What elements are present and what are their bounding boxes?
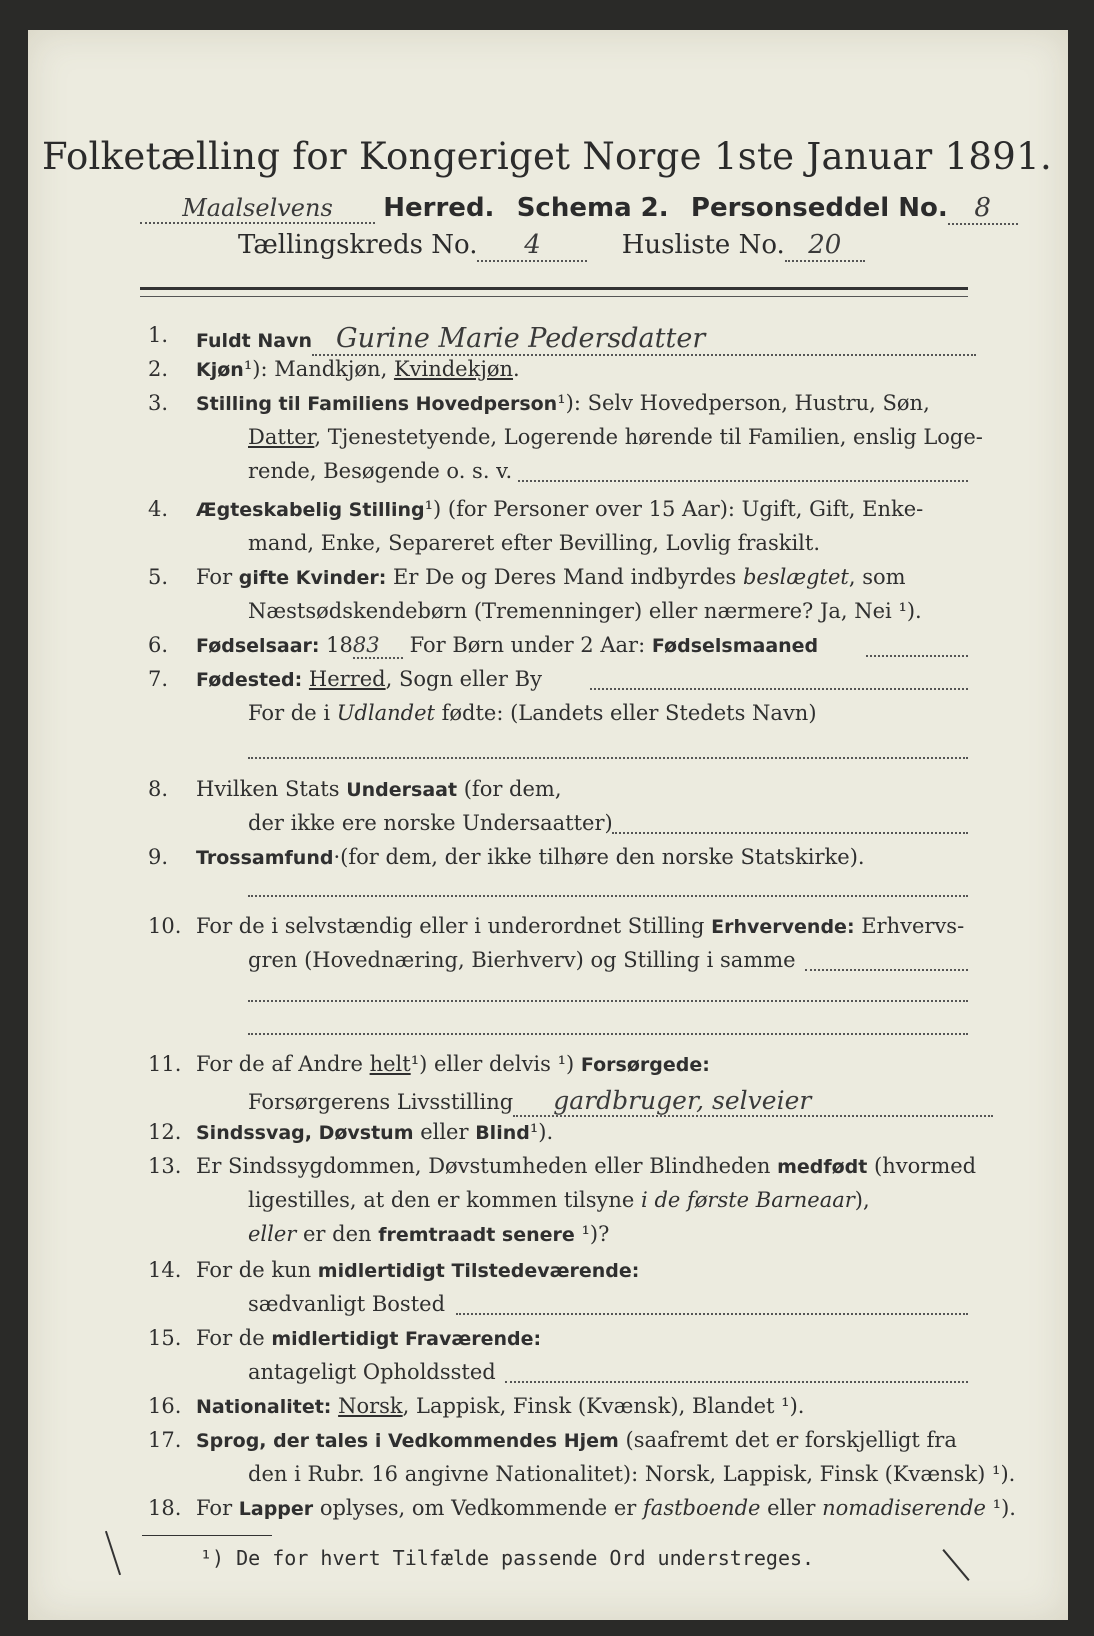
item-4-line2: mand, Enke, Separeret efter Bevilling, Lovlig fraskilt.	[248, 531, 821, 555]
item-5-end: , som	[848, 565, 906, 589]
item-11-line2-text: Forsørgerens Livsstilling	[248, 1090, 514, 1114]
item-9	[196, 845, 865, 869]
item-6-mid: For Børn under 2 Aar:	[402, 633, 652, 657]
header-rule-thin	[140, 296, 968, 297]
herred-label: Herred.	[383, 193, 495, 223]
item-7-number: 7.	[148, 667, 169, 691]
dotted-fill-line	[248, 1033, 968, 1035]
item-3-number: 3.	[148, 391, 169, 415]
item-10-label: Erhvervende:	[711, 916, 855, 938]
item-7-text: , Sogn eller By	[385, 667, 542, 691]
item-13-text: (hvormed	[867, 1154, 977, 1178]
kreds-value: 4	[477, 230, 587, 262]
item-8	[196, 777, 562, 801]
item-13-line3-end: ¹)?	[574, 1222, 610, 1246]
item-7-underlined: Herred	[308, 667, 386, 691]
item-15-pre: For de	[196, 1326, 272, 1350]
item-1	[196, 323, 976, 356]
item-14-pre: For de kun	[196, 1258, 318, 1282]
item-12	[196, 1120, 553, 1144]
item-16-text: , Lappisk, Finsk (Kvænsk), Blandet ¹).	[402, 1394, 805, 1418]
item-13	[196, 1154, 976, 1178]
item-9-label: Trossamfund	[196, 847, 334, 869]
item-12-text: eller	[413, 1120, 476, 1144]
item-18-number: 18.	[148, 1496, 182, 1520]
item-18-pre: For	[196, 1496, 239, 1520]
header-rule	[140, 287, 968, 290]
item-11-line2	[248, 1086, 993, 1117]
dotted-fill-line	[456, 1313, 968, 1315]
item-13-line2-pre: ligestilles, at den er kommen tilsyne	[248, 1188, 642, 1212]
item-16-underlined: Norsk	[338, 1394, 403, 1418]
item-6-number: 6.	[148, 633, 169, 657]
husliste-label: Husliste No.	[621, 230, 785, 260]
item-13-line2	[248, 1188, 870, 1212]
item-15	[196, 1326, 541, 1350]
item-18-mid: eller	[760, 1496, 823, 1520]
item-8-text: (for dem,	[457, 777, 562, 801]
item-12-number: 12.	[148, 1120, 182, 1144]
item-17	[196, 1428, 957, 1452]
item-12-end: ¹).	[529, 1120, 554, 1144]
item-16-label: Nationalitet:	[196, 1396, 332, 1418]
husliste-value: 20	[785, 230, 865, 262]
item-4-text: ¹) (for Personer over 15 Aar): Ugift, Gift, Enke-	[424, 497, 924, 521]
item-10	[196, 914, 964, 938]
item-6	[196, 633, 818, 659]
item-2	[196, 357, 520, 381]
item-2-label: Kjøn	[196, 359, 244, 381]
herred-line	[140, 193, 1018, 225]
item-13-line3-italic: eller	[248, 1222, 297, 1246]
item-7-italic: Udlandet	[336, 701, 435, 725]
item-10-number: 10.	[148, 914, 182, 938]
item-2-number: 2.	[148, 357, 169, 381]
item-18	[196, 1496, 1016, 1520]
item-12-label: Sindssvag, Døvstum	[196, 1122, 414, 1144]
item-3-underlined: Datter	[248, 425, 315, 449]
item-1-number: 1.	[148, 323, 169, 347]
item-9-number: 9.	[148, 845, 169, 869]
item-14-label: midlertidigt Tilstedeværende:	[317, 1260, 640, 1282]
dotted-fill-line	[590, 688, 968, 690]
item-18-end: ¹).	[985, 1496, 1016, 1520]
item-6-text: 18	[319, 633, 353, 657]
item-13-line2-end: ),	[854, 1188, 870, 1212]
item-4	[196, 497, 923, 521]
item-7-line2	[248, 701, 817, 725]
provider-occupation-value: gardbruger, selveier	[513, 1086, 993, 1117]
item-2-underlined: Kvindekjøn	[393, 357, 514, 381]
kreds-label: Tællingskreds No.	[238, 230, 478, 260]
item-18-italic2: nomadiserende	[822, 1496, 986, 1520]
dotted-fill-line	[248, 1000, 968, 1002]
dotted-fill-line	[612, 832, 968, 834]
birth-year-value: 83	[353, 633, 403, 659]
dotted-fill-line	[505, 1381, 968, 1383]
item-12-label2: Blind	[475, 1122, 530, 1144]
item-6-label: Fødselsaar:	[196, 635, 320, 657]
item-11-pre: For de af Andre	[196, 1052, 370, 1076]
item-13-line3	[248, 1222, 609, 1246]
item-5	[196, 565, 906, 589]
item-18-italic: fastboende	[643, 1496, 761, 1520]
item-14-number: 14.	[148, 1258, 182, 1282]
item-17-line2: den i Rubr. 16 angivne Nationalitet): Norsk, Lappisk, Finsk (Kvænsk) ¹).	[248, 1462, 1016, 1486]
item-7-line2-pre: For de i	[248, 701, 337, 725]
item-3	[196, 391, 930, 415]
item-4-label: Ægteskabelig Stilling	[196, 499, 425, 521]
dotted-fill-line	[518, 480, 968, 482]
item-10-line2: gren (Hovednæring, Bierhverv) og Stilling i samme	[248, 948, 796, 972]
item-13-label: medfødt	[777, 1156, 868, 1178]
item-13-pre: Er Sindssygdommen, Døvstumheden eller Blindheden	[196, 1154, 778, 1178]
item-5-label: gifte Kvinder:	[238, 567, 387, 589]
item-11-underlined: helt	[369, 1052, 411, 1076]
item-5-italic: beslægtet	[742, 565, 849, 589]
item-8-line2: der ikke ere norske Undersaatter)	[248, 811, 613, 835]
herred-value: Maalselvens	[140, 194, 375, 224]
item-17-number: 17.	[148, 1428, 182, 1452]
item-13-line3-bold: fremtraadt senere	[378, 1224, 575, 1246]
item-3-line2-text: , Tjenestetyende, Logerende hørende til Familien, enslig Loge-	[314, 425, 983, 449]
dotted-fill-line	[248, 757, 968, 759]
item-11-text: ¹) eller delvis ¹)	[410, 1052, 581, 1076]
item-5-text: Er De og Deres Mand indbyrdes	[386, 565, 743, 589]
item-3-text: ¹): Selv Hovedperson, Hustru, Søn,	[557, 391, 930, 415]
item-13-line3-text: er den	[296, 1222, 379, 1246]
item-8-label: Undersaat	[346, 779, 458, 801]
item-18-text: oplyses, om Vedkommende er	[313, 1496, 644, 1520]
item-17-label: Sprog, der tales i Vedkommendes Hjem	[196, 1430, 619, 1452]
item-1-label: Fuldt Navn	[196, 330, 313, 352]
item-11-number: 11.	[148, 1052, 182, 1076]
item-15-number: 15.	[148, 1326, 182, 1350]
item-10-pre: For de i selvstændig eller i underordnet Stilling	[196, 914, 712, 938]
dotted-fill-line	[805, 969, 968, 971]
item-13-number: 13.	[148, 1154, 182, 1178]
item-7	[196, 667, 542, 691]
item-5-pre: For	[196, 565, 239, 589]
kreds-line	[238, 230, 865, 262]
item-14	[196, 1258, 639, 1282]
personseddel-value: 8	[948, 193, 1018, 225]
item-3-label: Stilling til Familiens Hovedperson	[196, 393, 558, 415]
item-15-label: midlertidigt Fraværende:	[271, 1328, 542, 1350]
item-3-line3: rende, Besøgende o. s. v.	[248, 459, 513, 483]
item-7-label: Fødested:	[196, 669, 303, 691]
item-5-line2: Næstsødskendebørn (Tremenninger) eller nærmere? Ja, Nei ¹).	[248, 599, 922, 623]
item-3-line2	[248, 425, 983, 449]
item-8-number: 8.	[148, 777, 169, 801]
footnote: ¹) De for hvert Tilfælde passende Ord understreges.	[200, 1546, 815, 1570]
item-2-end: .	[513, 357, 520, 381]
item-2-text: ¹): Mandkjøn,	[243, 357, 394, 381]
item-11-label: Forsørgede:	[580, 1054, 710, 1076]
personseddel-label: Personseddel No.	[690, 193, 948, 223]
item-16-number: 16.	[148, 1394, 182, 1418]
item-17-text: (saafremt det er forskjelligt fra	[618, 1428, 957, 1452]
item-16	[196, 1394, 804, 1418]
item-10-text: Erhvervs-	[854, 914, 965, 938]
item-6-label2: Fødselsmaaned	[651, 635, 819, 657]
schema-label: Schema 2.	[516, 193, 669, 223]
item-7-line2-end: fødte: (Landets eller Stedets Navn)	[434, 701, 817, 725]
item-11	[196, 1052, 710, 1076]
item-15-line2: antageligt Opholdssted	[248, 1360, 496, 1384]
item-13-italic: i de første Barneaar	[641, 1188, 855, 1212]
item-9-text: ·(for dem, der ikke tilhøre den norske Statskirke).	[333, 845, 865, 869]
dotted-fill-line	[248, 895, 968, 897]
dotted-fill-line	[866, 655, 968, 657]
form-title: Folketælling for Kongeriget Norge 1ste Januar 1891.	[42, 135, 1052, 178]
item-5-number: 5.	[148, 565, 169, 589]
item-18-label: Lapper	[238, 1498, 314, 1520]
item-4-number: 4.	[148, 497, 169, 521]
item-14-line2: sædvanligt Bosted	[248, 1292, 446, 1316]
full-name-value: Gurine Marie Pedersdatter	[312, 323, 976, 356]
item-8-pre: Hvilken Stats	[196, 777, 347, 801]
footnote-rule	[142, 1535, 272, 1536]
